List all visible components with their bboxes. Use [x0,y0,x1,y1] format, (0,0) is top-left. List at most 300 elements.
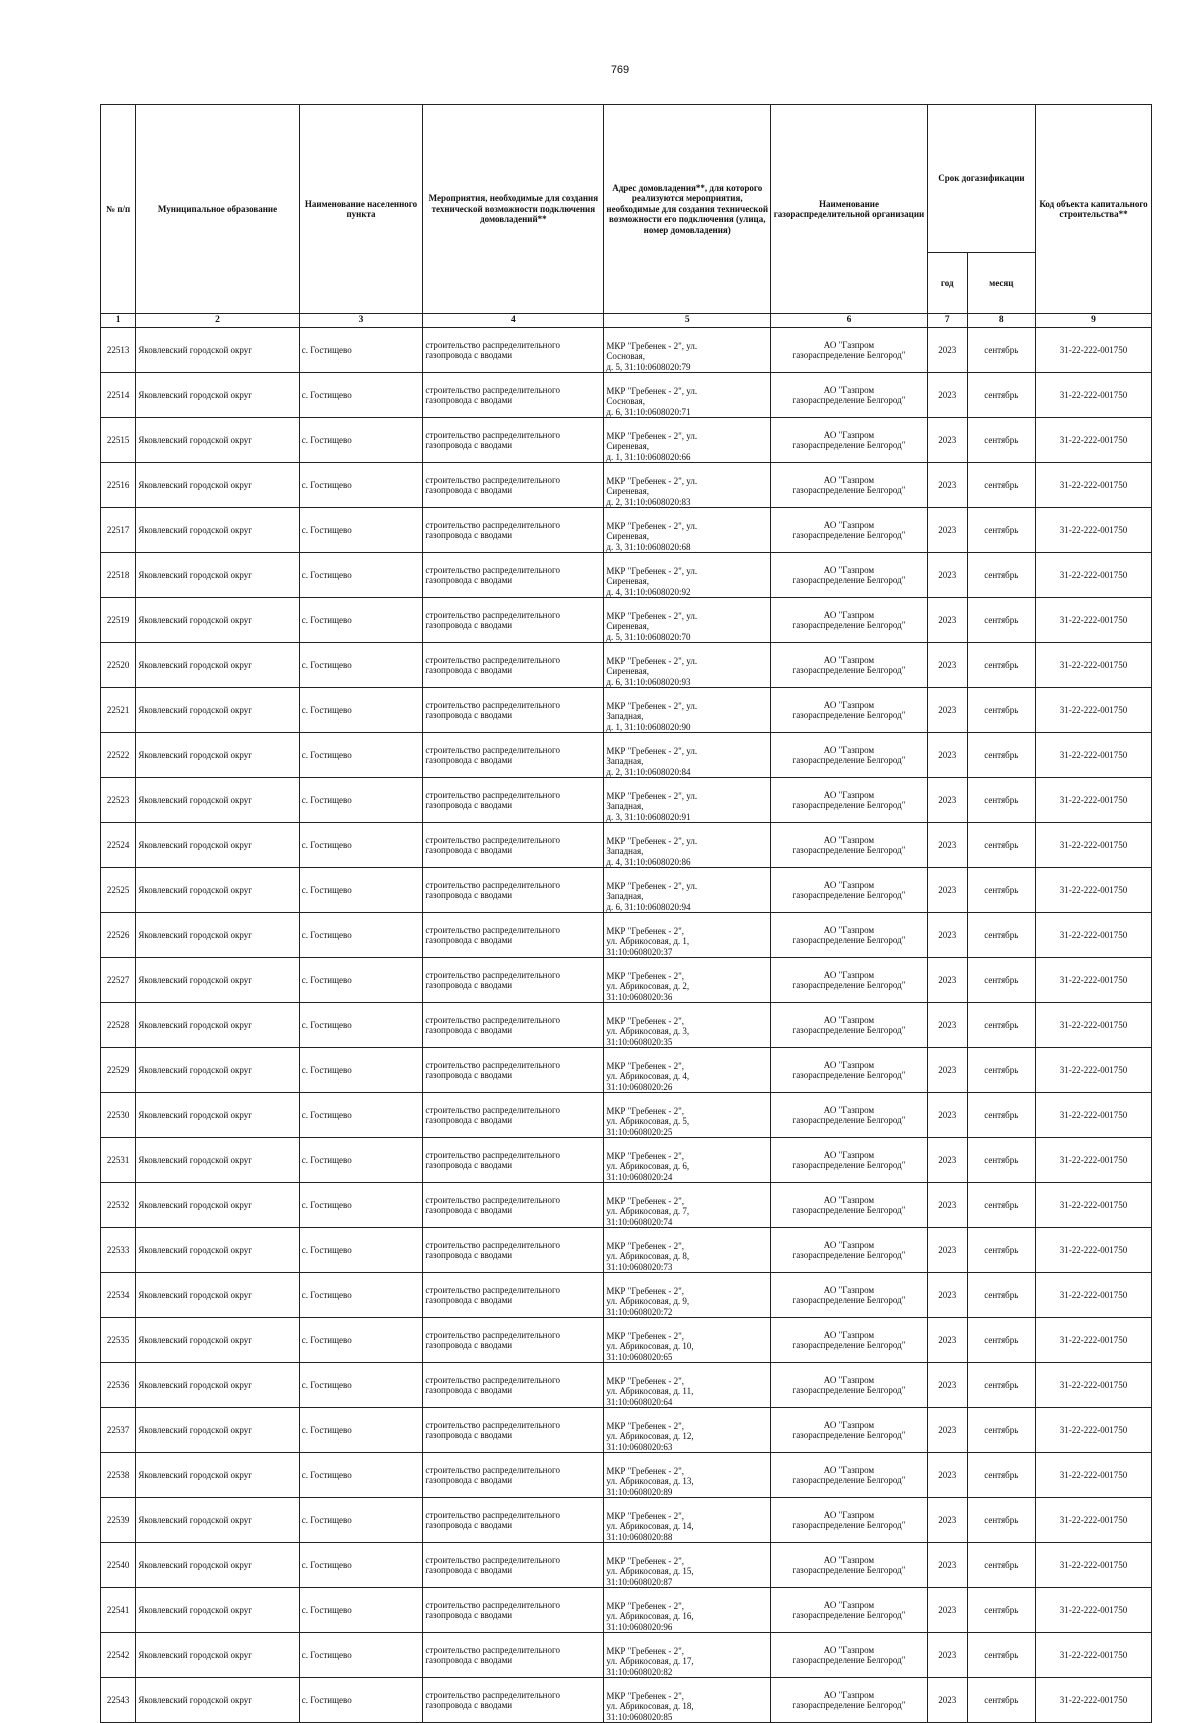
settlement-cell: с. Гостищево [299,733,423,778]
object-code-cell: 31-22-222-001750 [1036,418,1152,463]
object-code-cell: 31-22-222-001750 [1036,1363,1152,1408]
table-row [101,1003,1152,1048]
object-code-cell: 31-22-222-001750 [1036,1003,1152,1048]
municipality-cell: Яковлевский городской округ [136,328,299,373]
settlement-cell: с. Гостищево [299,778,423,823]
municipality-cell: Яковлевский городской округ [136,733,299,778]
month-cell: сентябрь [967,1048,1035,1093]
address-line: ул. Абрикосовая, д. 18, [606,1701,694,1712]
table-row [101,1588,1152,1633]
row-number: 22539 [101,1498,136,1543]
table-row [101,958,1152,1003]
measures-cell: строительство распределительного газопровода с вводами [423,1048,604,1093]
address-line: Сиреневая, [606,441,650,452]
municipality-cell: Яковлевский городской округ [136,1633,299,1678]
address-line: МКР "Гребенек - 2", ул. [606,475,698,486]
measures-cell: строительство распределительного газопровода с вводами [423,1588,604,1633]
table-row [101,913,1152,958]
settlement-cell: с. Гостищево [299,328,423,373]
address-line: ул. Абрикосовая, д. 4, [606,1071,690,1082]
address-line: д. 4, 31:10:0608020:92 [606,586,691,597]
address-cell [604,1453,771,1498]
month-cell: сентябрь [967,778,1035,823]
month-cell: сентябрь [967,1588,1035,1633]
table-row [101,1318,1152,1363]
gas-organization-cell [771,1363,928,1408]
row-number: 22541 [101,1588,136,1633]
measures-cell: строительство распределительного газопровода с вводами [423,463,604,508]
table-row [101,1408,1152,1453]
year-cell: 2023 [927,373,967,418]
address-line: ул. Абрикосовая, д. 2, [606,981,690,992]
organization-line: газораспределение Белгород" [792,935,906,945]
municipality-cell: Яковлевский городской округ [136,1273,299,1318]
table-row [101,598,1152,643]
settlement-cell: с. Гостищево [299,1228,423,1273]
gas-organization-cell [771,418,928,463]
address-line: МКР "Гребенек - 2", ул. [606,745,698,756]
object-code-cell: 31-22-222-001750 [1036,463,1152,508]
year-cell: 2023 [927,598,967,643]
organization-line: газораспределение Белгород" [792,1610,906,1620]
address-line: ул. Абрикосовая, д. 12, [606,1431,694,1442]
organization-line: газораспределение Белгород" [792,1520,906,1530]
organization-line: газораспределение Белгород" [792,1070,906,1080]
address-cell [604,1048,771,1093]
address-line: МКР "Гребенек - 2", [606,1105,685,1116]
gas-organization-cell [771,1228,928,1273]
address-line: Западная, [606,711,644,722]
address-line: ул. Абрикосовая, д. 8, [606,1251,690,1262]
municipality-cell: Яковлевский городской округ [136,823,299,868]
gas-organization-cell [771,958,928,1003]
organization-line: АО "Газпром [823,339,875,350]
column-number: 3 [299,314,423,328]
address-line: д. 3, 31:10:0608020:68 [606,541,691,552]
address-line: МКР "Гребенек - 2", ул. [606,790,698,801]
header-gas-organization: Наименование газораспределительной организации [771,105,928,314]
measures-cell: строительство распределительного газопровода с вводами [423,733,604,778]
address-cell [604,508,771,553]
organization-line: АО "Газпром [823,1239,875,1250]
month-cell: сентябрь [967,1003,1035,1048]
month-cell: сентябрь [967,958,1035,1003]
municipality-cell: Яковлевский городской округ [136,958,299,1003]
gas-organization-cell [771,328,928,373]
gas-organization-cell [771,1678,928,1723]
municipality-cell: Яковлевский городской округ [136,913,299,958]
table-row [101,1183,1152,1228]
address-line: д. 5, 31:10:0608020:79 [606,361,691,372]
organization-line: АО "Газпром [823,1014,875,1025]
settlement-cell: с. Гостищево [299,1408,423,1453]
organization-line: газораспределение Белгород" [792,395,906,405]
month-cell: сентябрь [967,1498,1035,1543]
measures-cell: строительство распределительного газопровода с вводами [423,1498,604,1543]
year-cell: 2023 [927,958,967,1003]
gas-organization-cell [771,733,928,778]
organization-line: газораспределение Белгород" [792,890,906,900]
address-line: ул. Абрикосовая, д. 6, [606,1161,690,1172]
measures-cell: строительство распределительного газопровода с вводами [423,913,604,958]
measures-cell: строительство распределительного газопровода с вводами [423,1543,604,1588]
address-line: Западная, [606,891,644,902]
object-code-cell: 31-22-222-001750 [1036,778,1152,823]
municipality-cell: Яковлевский городской округ [136,373,299,418]
address-line: МКР "Гребенек - 2", [606,1510,685,1521]
month-cell: сентябрь [967,598,1035,643]
row-number: 22542 [101,1633,136,1678]
object-code-cell: 31-22-222-001750 [1036,1183,1152,1228]
organization-line: АО "Газпром [823,1149,875,1160]
address-cell [604,373,771,418]
object-code-cell: 31-22-222-001750 [1036,868,1152,913]
address-cell [604,328,771,373]
settlement-cell: с. Гостищево [299,643,423,688]
address-line: 31:10:0608020:73 [606,1261,673,1272]
settlement-cell: с. Гостищево [299,508,423,553]
gas-organization-cell [771,1498,928,1543]
settlement-cell: с. Гостищево [299,1318,423,1363]
organization-line: газораспределение Белгород" [792,1430,906,1440]
address-cell [604,958,771,1003]
municipality-cell: Яковлевский городской округ [136,1363,299,1408]
object-code-cell: 31-22-222-001750 [1036,1318,1152,1363]
table-row [101,463,1152,508]
object-code-cell: 31-22-222-001750 [1036,598,1152,643]
object-code-cell: 31-22-222-001750 [1036,1633,1152,1678]
address-cell [604,1408,771,1453]
table-row [101,868,1152,913]
address-cell [604,1228,771,1273]
address-line: МКР "Гребенек - 2", ул. [606,700,698,711]
page-number: 769 [610,64,630,76]
month-cell: сентябрь [967,823,1035,868]
object-code-cell: 31-22-222-001750 [1036,1048,1152,1093]
address-line: Сосновая, [606,396,645,407]
settlement-cell: с. Гостищево [299,1093,423,1138]
address-cell [604,1498,771,1543]
address-line: д. 3, 31:10:0608020:91 [606,811,691,822]
table-row [101,508,1152,553]
table-body [101,328,1152,1723]
address-line: ул. Абрикосовая, д. 13, [606,1476,694,1487]
address-line: Сиреневая, [606,576,650,587]
address-line: МКР "Гребенек - 2", [606,1195,685,1206]
municipality-cell: Яковлевский городской округ [136,1138,299,1183]
address-line: ул. Абрикосовая, д. 1, [606,936,690,947]
month-cell: сентябрь [967,688,1035,733]
municipality-cell: Яковлевский городской округ [136,463,299,508]
settlement-cell: с. Гостищево [299,1363,423,1408]
month-cell: сентябрь [967,733,1035,778]
address-line: Западная, [606,801,644,812]
gas-organization-cell [771,823,928,868]
address-cell [604,553,771,598]
settlement-cell: с. Гостищево [299,823,423,868]
address-line: 31:10:0608020:35 [606,1036,673,1047]
measures-cell: строительство распределительного газопровода с вводами [423,1453,604,1498]
object-code-cell: 31-22-222-001750 [1036,373,1152,418]
address-line: 31:10:0608020:37 [606,946,673,957]
address-line: 31:10:0608020:24 [606,1171,673,1182]
month-cell: сентябрь [967,553,1035,598]
address-line: МКР "Гребенек - 2", [606,1285,685,1296]
address-line: ул. Абрикосовая, д. 16, [606,1611,694,1622]
gas-organization-cell [771,598,928,643]
row-number: 22523 [101,778,136,823]
row-number: 22516 [101,463,136,508]
organization-line: газораспределение Белгород" [792,980,906,990]
address-line: ул. Абрикосовая, д. 10, [606,1341,694,1352]
object-code-cell: 31-22-222-001750 [1036,958,1152,1003]
year-cell: 2023 [927,1408,967,1453]
address-cell [604,1138,771,1183]
organization-line: газораспределение Белгород" [792,1340,906,1350]
address-line: 31:10:0608020:89 [606,1486,673,1497]
object-code-cell: 31-22-222-001750 [1036,508,1152,553]
address-line: ул. Абрикосовая, д. 3, [606,1026,690,1037]
settlement-cell: с. Гостищево [299,1183,423,1228]
object-code-cell: 31-22-222-001750 [1036,643,1152,688]
gas-organization-cell [771,778,928,823]
address-line: МКР "Гребенек - 2", [606,1465,685,1476]
month-cell: сентябрь [967,508,1035,553]
address-line: МКР "Гребенек - 2", ул. [606,610,698,621]
column-number-row [101,314,1152,328]
column-number: 4 [423,314,604,328]
address-line: Сиреневая, [606,621,650,632]
row-number: 22518 [101,553,136,598]
organization-line: АО "Газпром [823,1059,875,1070]
year-cell: 2023 [927,553,967,598]
row-number: 22536 [101,1363,136,1408]
address-line: МКР "Гребенек - 2", ул. [606,835,698,846]
address-line: Западная, [606,846,644,857]
row-number: 22529 [101,1048,136,1093]
address-line: МКР "Гребенек - 2", ул. [606,880,698,891]
address-cell [604,463,771,508]
measures-cell: строительство распределительного газопровода с вводами [423,958,604,1003]
address-cell [604,1318,771,1363]
organization-line: АО "Газпром [823,789,875,800]
organization-line: газораспределение Белгород" [792,665,906,675]
municipality-cell: Яковлевский городской округ [136,1093,299,1138]
municipality-cell: Яковлевский городской округ [136,1543,299,1588]
gas-organization-cell [771,1408,928,1453]
row-number: 22517 [101,508,136,553]
settlement-cell: с. Гостищево [299,913,423,958]
address-cell [604,1183,771,1228]
year-cell: 2023 [927,1003,967,1048]
address-line: д. 4, 31:10:0608020:86 [606,856,691,867]
gas-organization-cell [771,1588,928,1633]
municipality-cell: Яковлевский городской округ [136,1453,299,1498]
settlement-cell: с. Гостищево [299,1633,423,1678]
organization-line: газораспределение Белгород" [792,1115,906,1125]
month-cell: сентябрь [967,643,1035,688]
object-code-cell: 31-22-222-001750 [1036,688,1152,733]
organization-line: АО "Газпром [823,1329,875,1340]
address-line: Сиреневая, [606,486,650,497]
row-number: 22538 [101,1453,136,1498]
address-line: МКР "Гребенек - 2", [606,1555,685,1566]
gas-organization-cell [771,553,928,598]
address-line: МКР "Гребенек - 2", [606,925,685,936]
row-number: 22535 [101,1318,136,1363]
object-code-cell: 31-22-222-001750 [1036,1678,1152,1723]
measures-cell: строительство распределительного газопровода с вводами [423,598,604,643]
address-line: 31:10:0608020:74 [606,1216,673,1227]
address-cell [604,868,771,913]
organization-line: газораспределение Белгород" [792,1655,906,1665]
address-line: д. 5, 31:10:0608020:70 [606,631,691,642]
organization-line: газораспределение Белгород" [792,1565,906,1575]
municipality-cell: Яковлевский городской округ [136,1408,299,1453]
address-cell [604,1543,771,1588]
gas-organization-cell [771,1183,928,1228]
header-measures: Мероприятия, необходимые для создания технической возможности подключения домовладений** [423,105,604,314]
month-cell: сентябрь [967,328,1035,373]
measures-cell: строительство распределительного газопровода с вводами [423,1318,604,1363]
row-number: 22528 [101,1003,136,1048]
gas-organization-cell [771,913,928,958]
year-cell: 2023 [927,778,967,823]
organization-line: АО "Газпром [823,1284,875,1295]
address-line: МКР "Гребенек - 2", ул. [606,385,698,396]
municipality-cell: Яковлевский городской округ [136,1228,299,1273]
address-line: 31:10:0608020:87 [606,1576,673,1587]
month-cell: сентябрь [967,1363,1035,1408]
settlement-cell: с. Гостищево [299,1138,423,1183]
year-cell: 2023 [927,1633,967,1678]
measures-cell: строительство распределительного газопровода с вводами [423,1228,604,1273]
municipality-cell: Яковлевский городской округ [136,1003,299,1048]
table-row [101,1363,1152,1408]
address-cell [604,643,771,688]
organization-line: АО "Газпром [823,429,875,440]
measures-cell: строительство распределительного газопровода с вводами [423,418,604,463]
address-line: 31:10:0608020:88 [606,1531,673,1542]
gas-organization-cell [771,1093,928,1138]
month-cell: сентябрь [967,373,1035,418]
organization-line: АО "Газпром [823,969,875,980]
municipality-cell: Яковлевский городской округ [136,1048,299,1093]
organization-line: газораспределение Белгород" [792,755,906,765]
organization-line: газораспределение Белгород" [792,620,906,630]
header-year: год [927,253,967,314]
year-cell: 2023 [927,1093,967,1138]
organization-line: газораспределение Белгород" [792,1160,906,1170]
header-deadline: Срок догазификации [927,105,1035,253]
row-number: 22521 [101,688,136,733]
organization-line: АО "Газпром [823,1599,875,1610]
address-line: д. 2, 31:10:0608020:84 [606,766,691,777]
measures-cell: строительство распределительного газопровода с вводами [423,1273,604,1318]
organization-line: АО "Газпром [823,474,875,485]
month-cell: сентябрь [967,1408,1035,1453]
table-row [101,1228,1152,1273]
measures-cell: строительство распределительного газопровода с вводами [423,373,604,418]
column-number: 2 [136,314,299,328]
address-line: 31:10:0608020:85 [606,1711,673,1722]
table-row [101,1678,1152,1723]
address-line: 31:10:0608020:26 [606,1081,673,1092]
row-number: 22527 [101,958,136,1003]
table-row [101,328,1152,373]
measures-cell: строительство распределительного газопровода с вводами [423,1003,604,1048]
organization-line: АО "Газпром [823,1509,875,1520]
row-number: 22514 [101,373,136,418]
gas-organization-cell [771,1048,928,1093]
address-line: 31:10:0608020:64 [606,1396,673,1407]
table-row [101,1453,1152,1498]
organization-line: газораспределение Белгород" [792,350,906,360]
organization-line: газораспределение Белгород" [792,1250,906,1260]
address-line: 31:10:0608020:82 [606,1666,673,1677]
municipality-cell: Яковлевский городской округ [136,553,299,598]
gas-organization-cell [771,688,928,733]
row-number: 22543 [101,1678,136,1723]
municipality-cell: Яковлевский городской округ [136,418,299,463]
gas-organization-cell [771,643,928,688]
organization-line: АО "Газпром [823,1194,875,1205]
year-cell: 2023 [927,733,967,778]
month-cell: сентябрь [967,1318,1035,1363]
measures-cell: строительство распределительного газопровода с вводами [423,1183,604,1228]
address-line: МКР "Гребенек - 2", ул. [606,430,698,441]
row-number: 22520 [101,643,136,688]
measures-cell: строительство распределительного газопровода с вводами [423,868,604,913]
address-line: МКР "Гребенек - 2", [606,1690,685,1701]
table-row [101,553,1152,598]
organization-line: газораспределение Белгород" [792,1025,906,1035]
month-cell: сентябрь [967,1228,1035,1273]
object-code-cell: 31-22-222-001750 [1036,913,1152,958]
table-row [101,1138,1152,1183]
table-row [101,778,1152,823]
organization-line: АО "Газпром [823,744,875,755]
year-cell: 2023 [927,1678,967,1723]
organization-line: газораспределение Белгород" [792,710,906,720]
gas-organization-cell [771,1273,928,1318]
year-cell: 2023 [927,1453,967,1498]
address-cell [604,1588,771,1633]
gas-organization-cell [771,1318,928,1363]
organization-line: АО "Газпром [823,519,875,530]
organization-line: АО "Газпром [823,564,875,575]
year-cell: 2023 [927,1273,967,1318]
address-cell [604,913,771,958]
municipality-cell: Яковлевский городской округ [136,688,299,733]
address-line: МКР "Гребенек - 2", [606,1375,685,1386]
table-row [101,643,1152,688]
organization-line: АО "Газпром [823,834,875,845]
organization-line: газораспределение Белгород" [792,1475,906,1485]
row-number: 22513 [101,328,136,373]
measures-cell: строительство распределительного газопровода с вводами [423,1408,604,1453]
address-line: ул. Абрикосовая, д. 15, [606,1566,694,1577]
month-cell: сентябрь [967,1633,1035,1678]
address-line: Сиреневая, [606,531,650,542]
year-cell: 2023 [927,1588,967,1633]
organization-line: АО "Газпром [823,1554,875,1565]
month-cell: сентябрь [967,1183,1035,1228]
row-number: 22540 [101,1543,136,1588]
year-cell: 2023 [927,643,967,688]
table-row [101,1048,1152,1093]
address-line: Сиреневая, [606,666,650,677]
